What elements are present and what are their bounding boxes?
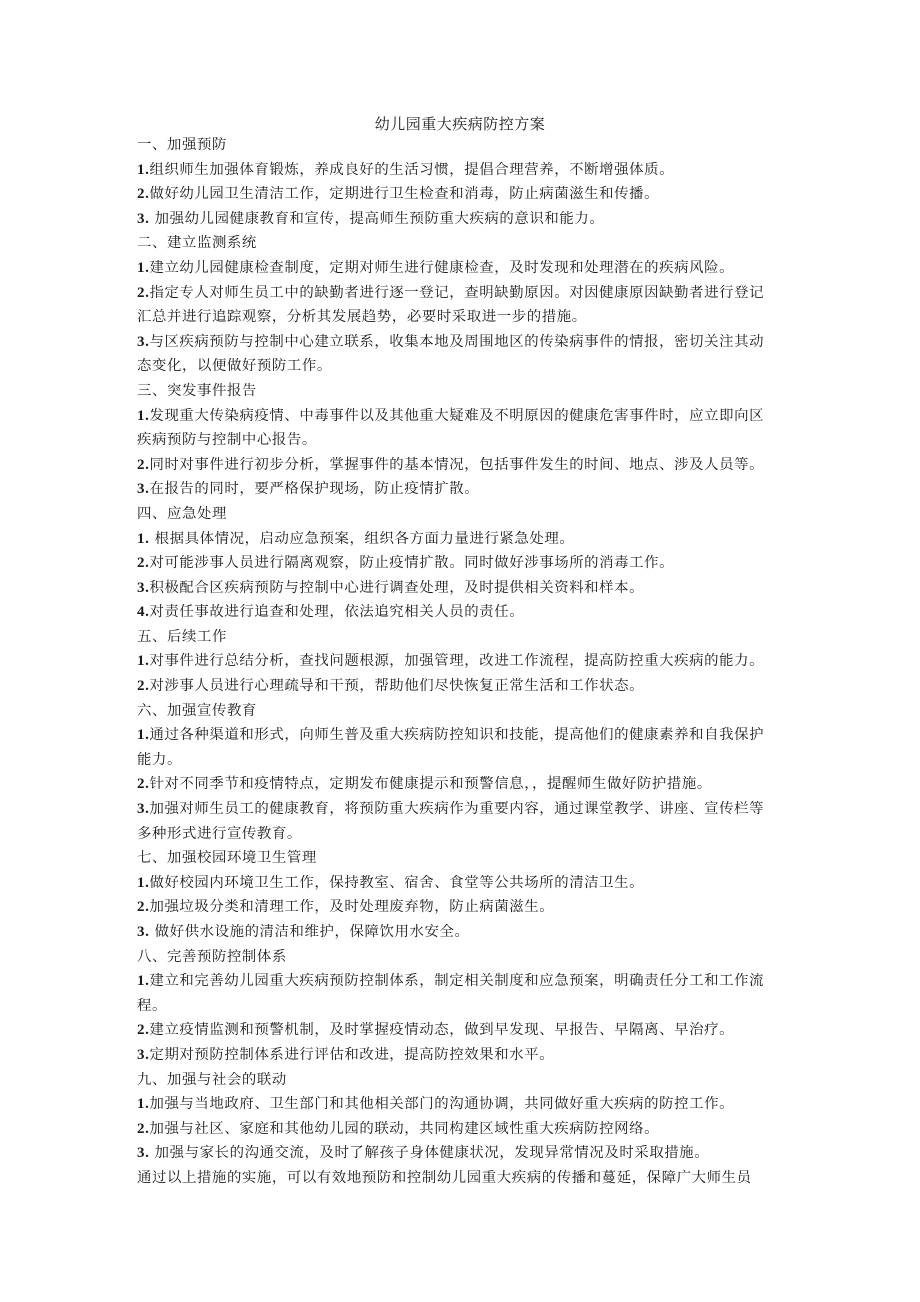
- item-number: 3.: [137, 481, 150, 498]
- line-text: 积极配合区疾病预防与控制中心进行调查处理，及时提供相关资料和样本。: [149, 579, 645, 596]
- item-number: 2.: [137, 776, 150, 793]
- document-body: [137, 133, 787, 1191]
- item-number: 2.: [137, 284, 150, 301]
- item-number: 1.: [137, 874, 150, 891]
- line-text: 组织师生加强体育锻炼，养成良好的生活习惯，提倡合理营养，不断增强体质。: [149, 161, 675, 178]
- line-text: 多种形式进行宣传教育。: [137, 825, 302, 842]
- list-item: [137, 674, 787, 699]
- list-item: [137, 158, 787, 183]
- list-item: [137, 723, 787, 748]
- line-text: 做好校园内环境卫生工作，保持教室、宿舍、食堂等公共场所的清洁卫生。: [149, 874, 645, 891]
- paragraph-line: [137, 354, 787, 379]
- line-text: 建立幼儿园健康检查制度，定期对师生进行健康检查，及时发现和处理潜在的疾病风险。: [149, 259, 735, 276]
- item-number: 1.: [137, 530, 150, 547]
- list-item: [137, 969, 787, 994]
- paragraph-line: [137, 305, 787, 330]
- line-text: 六、加强宣传教育: [137, 702, 257, 719]
- line-text: 八、完善预防控制体系: [137, 948, 287, 965]
- item-number: 3.: [137, 333, 150, 350]
- item-number: 3.: [137, 1145, 150, 1162]
- list-item: [137, 920, 787, 945]
- line-text: 通过各种渠道和形式，向师生普及重大疾病防控知识和技能，提高他们的健康素养和自我保护: [149, 727, 765, 744]
- item-number: 1.: [137, 161, 150, 178]
- line-text: 根据具体情况，启动应急预案，组织各方面力量进行紧急处理。: [149, 530, 575, 547]
- list-item: [137, 453, 787, 478]
- line-text: 指定专人对师生员工中的缺勤者进行逐一登记，查明缺勤原因。对因健康原因缺勤者进行登记: [149, 284, 765, 301]
- list-item: [137, 1117, 787, 1142]
- item-number: 1.: [137, 1096, 150, 1113]
- line-text: 七、加强校园环境卫生管理: [137, 850, 317, 867]
- line-text: 做好供水设施的清洁和维护，保障饮用水安全。: [149, 924, 470, 940]
- line-text: 四、应急处理: [137, 505, 227, 522]
- paragraph-line: [137, 133, 787, 158]
- list-item: [137, 182, 787, 207]
- line-text: 加强垃圾分类和清理工作，及时处理废弃物，防止病菌滋生。: [149, 899, 555, 916]
- line-text: 定期对预防控制体系进行评估和改进，提高防控效果和水平。: [149, 1046, 555, 1063]
- line-text: 加强对师生员工的健康教育，将预防重大疾病作为重要内容，通过课堂教学、讲座、宣传栏等: [149, 801, 765, 818]
- line-text: 二、建立监测系统: [137, 235, 257, 252]
- line-text: 三、突发事件报告: [137, 382, 257, 399]
- list-item: [137, 404, 787, 429]
- line-text: 通过以上措施的实施，可以有效地预防和控制幼儿园重大疾病的传播和蔓延，保障广大师生员: [137, 1169, 752, 1186]
- line-text: 发现重大传染病疫情、中毒事件以及其他重大疑难及不明原因的健康危害事件时，应立即向区: [149, 407, 765, 424]
- item-number: 1.: [137, 653, 150, 670]
- list-item: [137, 1141, 787, 1166]
- line-text: 在报告的同时，要严格保护现场，防止疫情扩散。: [149, 481, 480, 498]
- list-item: [137, 895, 787, 920]
- list-item: [137, 1092, 787, 1117]
- paragraph-line: [137, 231, 787, 256]
- line-text: 一、加强预防: [137, 137, 227, 153]
- line-text: 与区疾病预防与控制中心建立联系，收集本地及周围地区的传染病事件的情报，密切关注其动: [149, 333, 765, 350]
- line-text: 加强与当地政府、卫生部门和其他相关部门的沟通协调，共同做好重大疾病的防控工作。: [149, 1096, 735, 1113]
- line-text: 加强与家长的沟通交流，及时了解孩子身体健康状况，发现异常情况及时采取措施。: [149, 1145, 710, 1162]
- paragraph-line: [137, 699, 787, 724]
- item-number: 4.: [137, 604, 150, 621]
- line-text: 对涉事人员进行心理疏导和干预，帮助他们尽快恢复正常生活和工作状态。: [149, 678, 645, 695]
- list-item: [137, 330, 787, 355]
- line-text: 建立疫情监测和预警机制，及时掌握疫情动态，做到早发现、早报告、早隔离、早治疗。: [149, 1022, 735, 1039]
- list-item: [137, 281, 787, 306]
- item-number: 3.: [137, 1046, 150, 1063]
- paragraph-line: [137, 625, 787, 650]
- list-item: [137, 551, 787, 576]
- item-number: 2.: [137, 555, 150, 572]
- line-text: 对事件进行总结分析，查找问题根源，加强管理，改进工作流程，提高防控重大疾病的能力。: [149, 653, 765, 670]
- list-item: [137, 256, 787, 281]
- item-number: 2.: [137, 1022, 150, 1039]
- list-item: [137, 207, 787, 232]
- list-item: [137, 649, 787, 674]
- paragraph-line: [137, 822, 787, 847]
- item-number: 2.: [137, 186, 150, 203]
- line-text: 针对不同季节和疫情特点，定期发布健康提示和预警信息，，提醒师生做好防护措施。: [149, 776, 712, 793]
- line-text: 对可能涉事人员进行隔离观察，防止疫情扩散。同时做好涉事场所的消毒工作。: [149, 555, 675, 572]
- line-text: 程。: [137, 997, 167, 1014]
- list-item: [137, 600, 787, 625]
- line-text: 汇总并进行追踪观察，分析其发展趋势，必要时采取进一步的措施。: [137, 309, 587, 326]
- item-number: 2.: [137, 1120, 150, 1137]
- paragraph-line: [137, 748, 787, 773]
- list-item: [137, 772, 787, 797]
- paragraph-line: [137, 428, 787, 453]
- item-number: 2.: [137, 678, 150, 695]
- list-item: [137, 477, 787, 502]
- line-text: 加强幼儿园健康教育和宣传，提高师生预防重大疾病的意识和能力。: [149, 210, 605, 227]
- list-item: [137, 576, 787, 601]
- document-title: 幼儿园重大疾病防控方案: [374, 115, 546, 133]
- item-number: 3.: [137, 210, 150, 227]
- item-number: 1.: [137, 973, 150, 990]
- line-text: 能力。: [137, 751, 182, 768]
- paragraph-line: [137, 846, 787, 871]
- item-number: 1.: [137, 259, 150, 276]
- list-item: [137, 1043, 787, 1068]
- item-number: 2.: [137, 899, 150, 916]
- item-number: 3.: [137, 801, 150, 818]
- line-text: 同时对事件进行初步分析，掌握事件的基本情况，包括事件发生的时间、地点、涉及人员等。: [149, 456, 765, 473]
- paragraph-line: [137, 1166, 787, 1191]
- list-item: [137, 797, 787, 822]
- list-item: [137, 871, 787, 896]
- item-number: 1.: [137, 407, 150, 424]
- item-number: 3.: [137, 579, 150, 596]
- paragraph-line: [137, 994, 787, 1019]
- paragraph-line: [137, 945, 787, 970]
- item-number: 2.: [137, 456, 150, 473]
- list-item: [137, 527, 787, 552]
- paragraph-line: [137, 379, 787, 404]
- item-number: 1.: [137, 727, 150, 744]
- list-item: [137, 1018, 787, 1043]
- line-text: 五、后续工作: [137, 628, 227, 645]
- paragraph-line: [137, 502, 787, 527]
- line-text: 疾病预防与控制中心报告。: [137, 432, 317, 449]
- line-text: 做好幼儿园卫生清洁工作，定期进行卫生检查和消毒，防止病菌滋生和传播。: [149, 186, 660, 203]
- line-text: 对责任事故进行追查和处理，依法追究相关人员的责任。: [149, 604, 525, 621]
- paragraph-line: [137, 1068, 787, 1093]
- line-text: 加强与社区、家庭和其他幼儿园的联动，共同构建区域性重大疾病防控网络。: [149, 1120, 660, 1137]
- line-text: 九、加强与社会的联动: [137, 1071, 287, 1088]
- line-text: 态变化，以便做好预防工作。: [137, 358, 332, 375]
- item-number: 3.: [137, 924, 150, 940]
- line-text: 建立和完善幼儿园重大疾病预防控制体系，制定相关制度和应急预案，明确责任分工和工作流: [149, 973, 765, 990]
